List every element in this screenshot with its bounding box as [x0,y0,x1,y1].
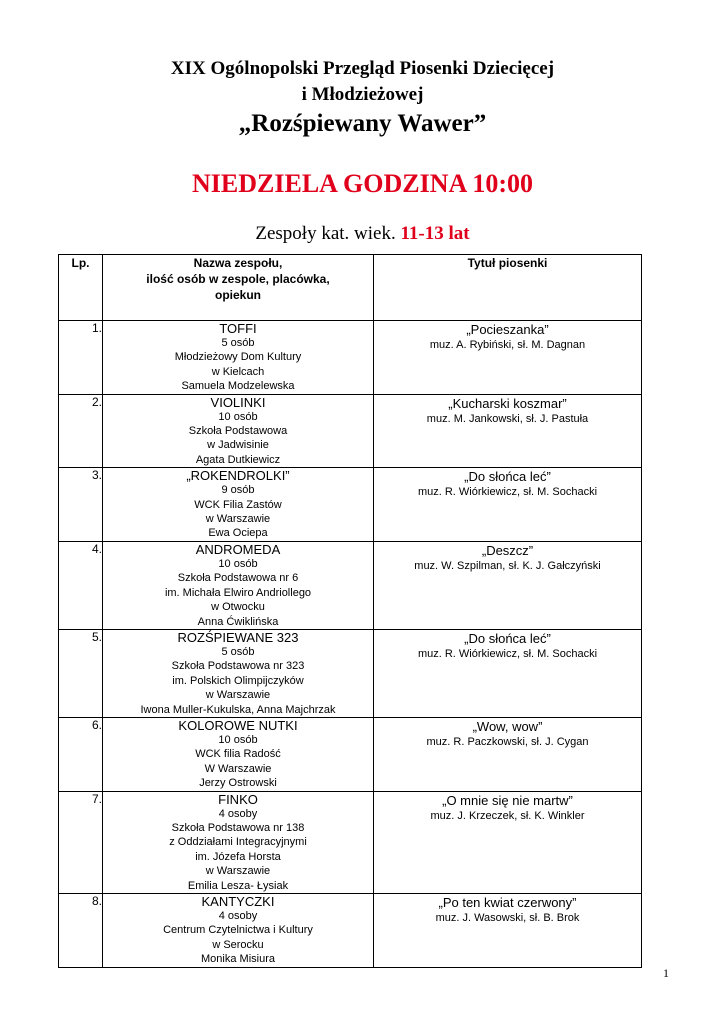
song-authors: muz. R. Paczkowski, sł. J. Cygan [426,735,589,748]
column-header-lp: Lp. [59,255,103,321]
song-title: „Do słońca leć” [464,630,551,646]
song-authors: muz. J. Wasowski, sł. B. Brok [435,912,580,924]
team-detail-line: Ewa Ociepa [208,527,268,540]
team-detail-line: Emilia Lesza- Łysiak [187,879,289,892]
table-row [59,394,642,468]
row-number: 2. [59,394,103,468]
team-detail-line: Agata Dutkiewicz [195,453,281,466]
column-header-name-line: opiekun [214,288,261,302]
team-detail-line: 4 osoby [218,807,258,820]
song-authors: muz. M. Jankowski, sł. J. Pastuła [426,412,589,425]
song-title: „Deszcz” [481,542,534,558]
team-cell [103,394,374,468]
table-row [59,894,642,968]
team-detail-line: w Warszawie [205,865,271,878]
team-detail-line: Samuela Modzelewska [181,380,295,393]
team-detail-line: W Warszawie [204,762,272,775]
team-detail-line: w Kielcach [211,365,265,378]
team-detail-line: Szkoła Podstawowa nr 138 [171,821,305,834]
team-detail-line: Szkoła Podstawowa nr 323 [171,660,305,673]
row-number: 5. [59,629,103,717]
team-detail-line: im. Józefa Horsta [195,850,281,863]
team-detail-line: WCK filia Radość [195,748,281,761]
table-row [59,541,642,629]
category-prefix: Zespoły kat. wiek. [255,223,401,244]
team-cell [103,894,374,968]
team-detail-line: Monika Misiura [201,953,275,966]
performers-table [58,254,642,968]
team-name: TOFFI [219,321,257,336]
team-detail-line: w Serocku [212,938,264,951]
table-header-row [59,255,642,321]
song-title: „Pocieszanka” [466,322,549,337]
team-cell [103,629,374,717]
team-detail-line: Jerzy Ostrowski [199,777,277,790]
category-age: 11-13 lat [400,223,470,244]
table-row [59,468,642,542]
team-detail-line: 10 osób [218,410,258,423]
song-authors: muz. R. Wiórkiewicz, sł. M. Sochacki [417,486,598,499]
team-name: ROZŚPIEWANE 323 [177,629,299,645]
song-title: „Do słońca leć” [464,469,551,485]
event-name: „Rozśpiewany Wawer” [238,110,487,137]
page-number: 1 [663,966,669,980]
team-detail-line: w Warszawie [205,689,271,702]
song-cell [374,717,642,791]
team-detail-line: Szkoła Podstawowa [188,425,288,438]
song-cell [374,541,642,629]
song-cell [374,894,642,968]
song-cell [374,791,642,893]
team-detail-line: 4 osoby [218,910,258,922]
team-detail-line: Młodzieżowy Dom Kultury [174,351,302,364]
column-header-name-line: Nazwa zespołu, [193,256,283,270]
song-title: „O mnie się nie martw” [442,792,573,808]
team-name: ANDROMEDA [195,541,281,557]
team-cell [103,791,374,893]
song-cell [374,468,642,542]
event-title-line1: XIX Ogólnopolski Przegląd Piosenki Dziecięcej [170,58,555,79]
song-cell [374,321,642,395]
table-row [59,717,642,791]
team-detail-line: w Jadwisinie [207,439,269,452]
row-number: 3. [59,468,103,542]
team-detail-line: im. Polskich Olimpijczyków [172,674,304,687]
team-detail-line: WCK Filia Zastów [194,498,282,511]
song-cell [374,394,642,468]
song-title: „Kucharski koszmar” [448,395,567,411]
team-cell [103,717,374,791]
table-row [59,629,642,717]
table-row [59,321,642,395]
team-detail-line: im. Michała Elwiro Andriollego [164,586,312,599]
column-header-name [103,255,374,321]
song-authors: muz. A. Rybiński, sł. M. Dagnan [429,339,586,351]
team-name: KANTYCZKI [201,894,275,909]
team-detail-line: w Otwocku [211,601,265,614]
row-number: 4. [59,541,103,629]
team-detail-line: 9 osób [221,484,255,497]
team-detail-line: Anna Ćwiklińska [197,615,279,628]
column-header-title: Tytuł piosenki [374,255,642,321]
team-cell [103,468,374,542]
row-number: 7. [59,791,103,893]
team-detail-line: 5 osób [221,337,255,349]
event-title-line2: i Młodzieżowej [301,84,424,105]
team-name: VIOLINKI [210,394,266,410]
column-header-name-line: ilość osób w zespole, placówka, [146,272,330,286]
team-detail-line: Centrum Czytelnictwa i Kultury [163,924,313,937]
team-detail-line: z Oddziałami Integracyjnymi [169,836,307,849]
team-detail-line: Iwona Muller-Kukulska, Anna Majchrzak [140,703,336,716]
song-authors: muz. W. Szpilman, sł. K. J. Gałczyński [414,559,601,572]
row-number: 1. [59,321,103,395]
row-number: 8. [59,894,103,968]
team-detail-line: w Warszawie [205,513,271,526]
team-cell [103,321,374,395]
team-detail-line: Szkoła Podstawowa nr 6 [177,572,299,585]
team-detail-line: 5 osób [221,645,255,658]
team-name: FINKO [218,791,258,807]
table-row [59,791,642,893]
song-authors: muz. J. Krzeczek, sł. K. Winkler [430,809,585,822]
song-title: „Wow, wow” [472,718,543,734]
team-detail-line: 10 osób [218,557,258,570]
session-heading: NIEDZIELA GODZINA 10:00 [192,169,533,198]
team-name: KOLOROWE NUTKI [178,717,298,733]
song-title: „Po ten kwiat czerwony” [438,895,577,910]
category-subtitle [0,222,725,246]
team-cell [103,541,374,629]
team-detail-line: 10 osób [218,733,258,746]
song-authors: muz. R. Wiórkiewicz, sł. M. Sochacki [417,647,598,660]
song-cell [374,629,642,717]
team-name: „ROKENDROLKI” [186,468,290,484]
row-number: 6. [59,717,103,791]
